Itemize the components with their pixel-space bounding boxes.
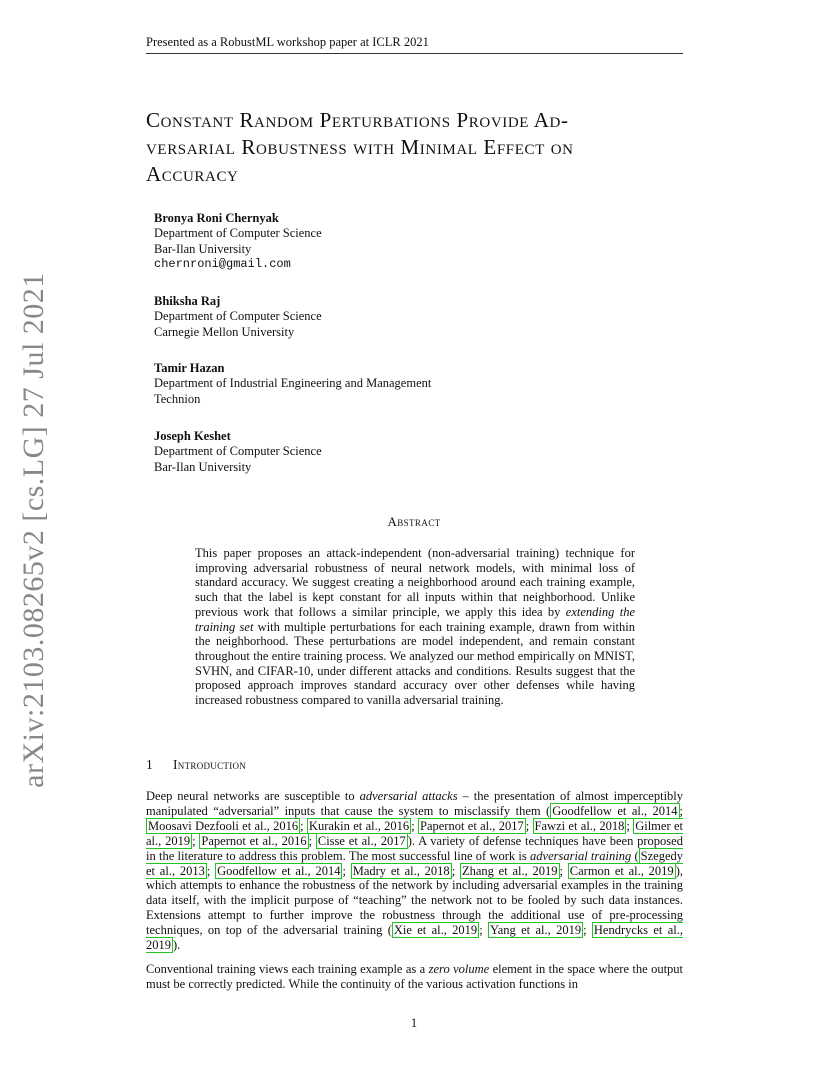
emphasis: adversarial training (530, 848, 632, 863)
author-name: Joseph Keshet (154, 429, 231, 443)
section-number: 1 (146, 757, 154, 772)
citation-link[interactable]: Kurakin et al., 2016 (308, 818, 410, 833)
section-heading (146, 757, 246, 773)
intro-paragraph: Deep neural networks are susceptible to adversarial attacks – the presentation of almost imperceptibly manipulated “adversarial” inputs that cause the system to misclassify them ( Goodfellow et al., 2014 ; Moosavi Dezfooli et al., 2016 ; Kurakin et al., 2016 ; Papernot et al., 2017 ; Fawzi et al., 2018 ; Gilmer et al., 2019 ; Papernot et al., 2016 ; Cisse et al., 2017 ). A variety of defense techniques have been proposed in the literature to address this problem. The most successful line of work is adversarial training ( Szegedy et al., 2013 ; Goodfellow et al., 2014 ; Madry et al., 2018 ; Zhang et al., 2019 ; Carmon et al., 2019 ), which attempts to enhance the robustness of the network by including adversarial examples in the training data itself, with the implicit purpose of “teaching” the network not to be fooled by such data instances. Extensions attempt to further improve the robustness through the additional use of pre-processing techniques, on top of the adversarial training ( Xie et al., 2019 ; Yang et al., 2019 ; Hendrycks et al., 2019 ). (146, 789, 684, 953)
arxiv-sidebar (14, 272, 54, 788)
author-org: Technion (154, 391, 201, 406)
arxiv-identifier: arXiv:2103.08265v2 [cs.LG] 27 Jul 2021 (17, 272, 50, 788)
author-org: Bar-Ilan University (154, 459, 252, 474)
abstract-text: This paper proposes an attack-independent (non-adversarial training) technique for improving adversarial robustness of neural network models, with minimal loss of standard accuracy. We suggest creating a neighborhood around each training example, such that the label is kept constant for all inputs within that neighborhood. Unlike previous work that follows a similar principle, we apply this idea by (195, 546, 635, 619)
title-line: Constant Random Perturbations Provide Ad- (146, 108, 569, 132)
abstract-emphasis: extending the training set (195, 604, 635, 634)
citation-link[interactable]: Yang et al., 2019 (489, 923, 582, 938)
title-line: versarial Robustness with Minimal Effect on (146, 135, 574, 159)
author-dept: Department of Computer Science (154, 309, 322, 324)
author-org: Carnegie Mellon University (154, 324, 295, 339)
author-dept: Department of Computer Science (154, 226, 322, 241)
citation-link[interactable]: Carmon et al., 2019 (569, 863, 674, 878)
paper-title (146, 107, 691, 188)
citation-link[interactable]: Goodfellow et al., 2014 (552, 803, 678, 818)
page-number: 1 (410, 1016, 418, 1030)
citation-link[interactable]: Szegedy et al., 2013 (146, 848, 684, 878)
intro-paragraph (146, 962, 683, 992)
abstract-heading: Abstract (387, 514, 441, 529)
body-text: – the presentation of almost imperceptibly manipulated “adversarial” inputs that cause the system to misclassify them ( (146, 789, 684, 818)
citation-link[interactable]: Hendrycks et al., 2019 (146, 923, 683, 953)
body-text: element in the space where the output must be correctly predicted. While the continuity of the various activation functions in (146, 962, 684, 991)
author-name: Tamir Hazan (154, 361, 225, 375)
section-title: Introduction (173, 757, 247, 772)
author-block (154, 211, 322, 272)
author-block (154, 294, 322, 340)
author-name: Bhiksha Raj (154, 294, 221, 308)
citation-link[interactable]: Gilmer et al., 2019 (146, 818, 683, 848)
citation-link[interactable]: Madry et al., 2018 (352, 863, 450, 878)
body-text: Deep neural networks are susceptible to (146, 789, 355, 803)
citation-link[interactable]: Papernot et al., 2017 (420, 818, 524, 833)
citation-link[interactable]: Moosavi Dezfooli et al., 2016 (148, 818, 299, 833)
running-header: Presented as a RobustML workshop paper at ICLR 2021 (146, 35, 429, 49)
body-text: ). A variety of defense techniques have been proposed in the literature to address this problem. The most successful line of work is (146, 833, 683, 863)
author-dept: Department of Computer Science (154, 444, 322, 459)
author-dept: Department of Industrial Engineering and Management (154, 376, 432, 391)
body-text: Conventional training views each training example as a (146, 962, 426, 976)
body-text: ), which attempts to enhance the robustness of the network by including adversarial examples in the training data itself, with the implicit purpose of “teaching” the network not to be fooled by such data instances. Extensions attempt to further improve the robustness through the additional use of pre-processing techniques, on top of the adversarial training ( (146, 863, 683, 938)
citation-link[interactable]: Papernot et al., 2016 (201, 833, 307, 848)
citation-link[interactable]: Xie et al., 2019 (393, 923, 478, 938)
author-block (154, 361, 431, 407)
emphasis: zero volume (428, 962, 490, 976)
author-name: Bronya Roni Chernyak (154, 211, 279, 225)
abstract-body (195, 546, 635, 708)
citation-link[interactable]: Fawzi et al., 2018 (534, 818, 625, 833)
citation-link[interactable]: Zhang et al., 2019 (461, 863, 558, 878)
header-rule (146, 53, 683, 54)
author-email[interactable]: chernroni@gmail.com (154, 256, 291, 271)
author-org: Bar-Ilan University (154, 241, 252, 256)
title-line: Accuracy (146, 162, 239, 186)
citation-link[interactable]: Cisse et al., 2017 (317, 833, 406, 848)
emphasis: adversarial attacks (359, 789, 458, 803)
citation-link[interactable]: Goodfellow et al., 2014 (217, 863, 341, 878)
body-text: ). (173, 938, 181, 953)
abstract-text: with multiple perturbations for each training example, drawn from within the neighborhood. These perturbations are model independent, and remain constant throughout the entire training process. We analyzed our method empirically on MNIST, SVHN, and CIFAR-10, under different attacks and conditions. Results suggest that the proposed approach improves standard accuracy over other defenses while having increased robustness compared to vanilla adversarial training. (195, 619, 636, 708)
author-block (154, 429, 322, 475)
